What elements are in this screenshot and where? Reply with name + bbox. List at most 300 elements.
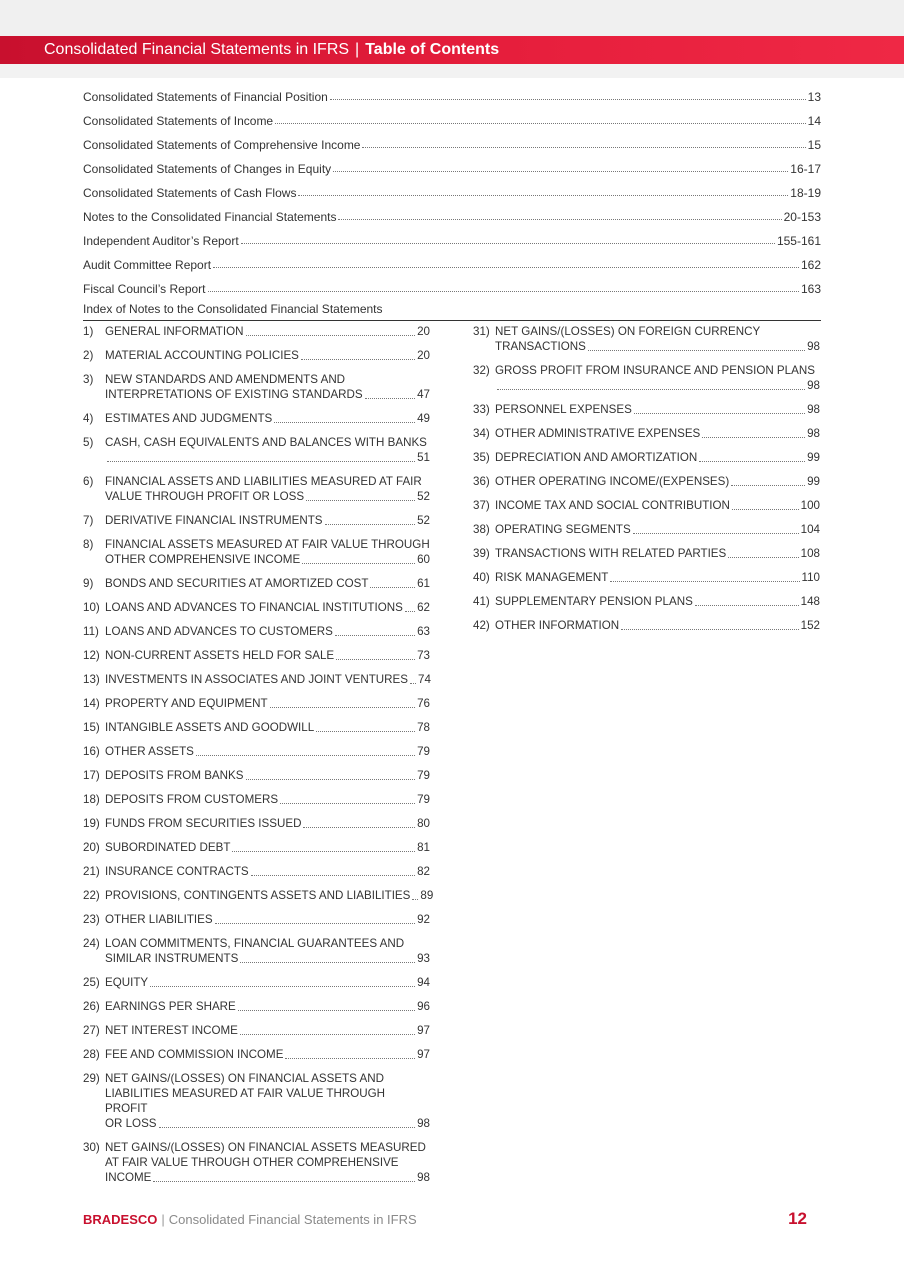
note-title-line: OTHER ASSETS (105, 745, 194, 758)
note-title-line: NET GAINS/(LOSSES) ON FOREIGN CURRENCY (495, 325, 761, 338)
note-entry[interactable] (83, 537, 430, 567)
note-title-line: FINANCIAL ASSETS AND LIABILITIES MEASURED AT FAIR (105, 475, 422, 488)
note-entry[interactable] (83, 435, 430, 465)
note-page: 98 (807, 427, 820, 440)
dot-leader (336, 659, 415, 660)
dot-leader (702, 437, 805, 438)
note-title-last-line (105, 999, 430, 1014)
note-title-line: EARNINGS PER SHARE (105, 1000, 236, 1013)
note-page: 20 (417, 325, 430, 338)
note-title-line: NET GAINS/(LOSSES) ON FINANCIAL ASSETS AND (105, 1072, 384, 1085)
dot-leader (280, 803, 415, 804)
note-page: 110 (801, 571, 820, 584)
dot-leader (497, 389, 805, 390)
note-title-line: DERIVATIVE FINANCIAL INSTRUMENTS (105, 514, 323, 527)
note-page: 79 (417, 769, 430, 782)
note-number: 4) (83, 412, 94, 425)
note-title-last-line (105, 912, 430, 927)
note-title (495, 402, 820, 417)
note-page: 98 (807, 379, 820, 392)
note-title-last-line (105, 513, 430, 528)
note-title (495, 546, 820, 561)
note-title-last-line (105, 450, 430, 465)
note-title-line: DEPRECIATION AND AMORTIZATION (495, 451, 698, 464)
note-title-line: DEPOSITS FROM CUSTOMERS (105, 793, 279, 806)
note-title (105, 816, 430, 831)
note-entry[interactable] (83, 411, 430, 426)
note-page: 98 (807, 403, 820, 416)
dot-leader (153, 1181, 415, 1182)
note-number: 3) (83, 373, 94, 386)
dot-leader (241, 243, 775, 244)
toc-entry[interactable] (83, 272, 821, 296)
note-title (105, 348, 430, 363)
note-entry[interactable] (83, 768, 430, 783)
note-entry[interactable] (473, 522, 820, 537)
footer-title: Consolidated Financial Statements in IFRS (168, 1212, 417, 1227)
note-number: 37) (473, 499, 490, 512)
note-title-line: PROVISIONS, CONTINGENTS ASSETS AND LIABILITIES (105, 889, 411, 902)
note-title-line: NET GAINS/(LOSSES) ON FINANCIAL ASSETS MEASURED (105, 1141, 426, 1154)
note-page: 76 (417, 697, 430, 710)
note-number: 34) (473, 427, 490, 440)
note-entry[interactable] (83, 1047, 430, 1062)
dot-leader (410, 683, 416, 684)
note-title-line: INVESTMENTS IN ASSOCIATES AND JOINT VENTURES (105, 673, 408, 686)
note-entry[interactable] (83, 624, 430, 639)
note-entry[interactable] (83, 1023, 430, 1038)
note-title (495, 498, 820, 513)
note-entry[interactable] (83, 348, 430, 363)
note-title-line: INCOME TAX AND SOCIAL CONTRIBUTION (495, 499, 730, 512)
toc-entry-label: Consolidated Statements of Comprehensive Income (83, 138, 361, 152)
notes-index-heading: Index of Notes to the Consolidated Financial Statements (83, 298, 821, 321)
note-entry[interactable] (83, 720, 430, 735)
note-entry[interactable] (83, 324, 430, 339)
header-shadow (0, 64, 904, 78)
note-title-last-line (105, 324, 430, 339)
note-title (105, 537, 430, 567)
note-page: 99 (807, 451, 820, 464)
note-title (105, 768, 430, 783)
note-entry[interactable] (83, 372, 430, 402)
note-title (105, 411, 430, 426)
note-entry[interactable] (83, 864, 430, 879)
note-number: 1) (83, 325, 94, 338)
note-number: 25) (83, 976, 100, 989)
note-entry[interactable] (83, 999, 430, 1014)
dot-leader (333, 171, 788, 172)
note-title-last-line (495, 570, 820, 585)
dot-leader (588, 350, 805, 351)
header-bar (0, 36, 904, 64)
note-title-last-line (105, 744, 430, 759)
note-number: 38) (473, 523, 490, 536)
note-title-last-line (105, 816, 430, 831)
note-title (495, 363, 820, 393)
note-page: 49 (417, 412, 430, 425)
note-title (105, 744, 430, 759)
note-page: 94 (417, 976, 430, 989)
note-page: 152 (800, 619, 820, 632)
note-number: 36) (473, 475, 490, 488)
note-title-last-line (495, 474, 820, 489)
note-entry[interactable] (473, 363, 820, 393)
note-title-last-line (105, 648, 430, 663)
note-title-last-line (495, 339, 820, 354)
dot-leader (232, 851, 415, 852)
dot-leader (303, 827, 415, 828)
toc-list (83, 80, 821, 296)
note-title-last-line (105, 624, 430, 639)
note-title (105, 474, 430, 504)
note-title-line: OTHER OPERATING INCOME/(EXPENSES) (495, 475, 730, 488)
note-page: 73 (417, 649, 430, 662)
note-page: 81 (417, 841, 430, 854)
note-number: 27) (83, 1024, 100, 1037)
toc-entry[interactable] (83, 104, 821, 128)
note-title (105, 576, 430, 591)
note-entry[interactable] (473, 546, 820, 561)
note-entry[interactable] (83, 600, 430, 615)
toc-entry-page: 18-19 (790, 186, 821, 200)
note-title-last-line (105, 1023, 430, 1038)
note-title-last-line (495, 498, 820, 513)
note-page: 89 (420, 889, 434, 902)
note-title-line: DEPOSITS FROM BANKS (105, 769, 244, 782)
toc-entry-label: Consolidated Statements of Cash Flows (83, 186, 297, 200)
note-title (105, 1047, 430, 1062)
toc-entry-label: Audit Committee Report (83, 258, 212, 272)
note-title (105, 648, 430, 663)
note-entry[interactable] (83, 744, 430, 759)
note-title-line: TRANSACTIONS WITH RELATED PARTIES (495, 547, 727, 560)
note-entry[interactable] (473, 570, 820, 585)
toc-entry[interactable] (83, 128, 821, 152)
note-entry[interactable] (473, 594, 820, 609)
note-number: 26) (83, 1000, 100, 1013)
dot-leader (275, 123, 806, 124)
note-entry[interactable] (83, 576, 430, 591)
note-title-last-line (105, 840, 430, 855)
note-title (105, 600, 430, 615)
note-title (495, 426, 820, 441)
note-page: 20 (417, 349, 430, 362)
note-title-last-line (105, 696, 430, 711)
note-number: 21) (83, 865, 100, 878)
note-number: 41) (473, 595, 490, 608)
dot-leader (107, 461, 415, 462)
note-entry[interactable] (473, 324, 820, 354)
note-title (105, 672, 431, 687)
toc-entry-page: 20-153 (783, 210, 821, 224)
note-page: 80 (417, 817, 430, 830)
dot-leader (306, 500, 415, 501)
note-title-line: FEE AND COMMISSION INCOME (105, 1048, 284, 1061)
note-title-line: FINANCIAL ASSETS MEASURED AT FAIR VALUE THROUGH (105, 538, 430, 551)
note-page: 62 (417, 601, 430, 614)
note-title (105, 999, 430, 1014)
note-number: 9) (83, 577, 94, 590)
note-title-line: SUBORDINATED DEBT (105, 841, 231, 854)
note-number: 30) (83, 1141, 100, 1154)
toc-entry-label: Consolidated Statements of Financial Position (83, 90, 328, 104)
note-page: 92 (417, 913, 430, 926)
note-title-line: OTHER COMPREHENSIVE INCOME (105, 553, 301, 566)
note-title-line: VALUE THROUGH PROFIT OR LOSS (105, 490, 305, 503)
dot-leader (215, 923, 416, 924)
note-entry[interactable] (473, 618, 820, 633)
note-number: 33) (473, 403, 490, 416)
toc-entry-page: 14 (807, 114, 821, 128)
note-title-line: PROPERTY AND EQUIPMENT (105, 697, 268, 710)
note-page: 79 (417, 793, 430, 806)
note-title-last-line (105, 552, 430, 567)
note-title-line: NON-CURRENT ASSETS HELD FOR SALE (105, 649, 335, 662)
note-number: 29) (83, 1072, 100, 1085)
toc-entry[interactable] (83, 80, 821, 104)
note-entry[interactable] (83, 672, 430, 687)
note-page: 79 (417, 745, 430, 758)
toc-entry-page: 16-17 (790, 162, 821, 176)
note-title (495, 522, 820, 537)
note-title (105, 888, 433, 903)
note-title (105, 1023, 430, 1038)
note-title-line: LOANS AND ADVANCES TO FINANCIAL INSTITUTIONS (105, 601, 403, 614)
note-number: 14) (83, 697, 100, 710)
note-entry[interactable] (83, 936, 430, 966)
dot-leader (302, 563, 415, 564)
footer (83, 1209, 807, 1232)
note-title (495, 450, 820, 465)
note-page: 82 (417, 865, 430, 878)
note-title-line: AT FAIR VALUE THROUGH OTHER COMPREHENSIVE (105, 1156, 399, 1169)
note-title-last-line (105, 792, 430, 807)
note-page: 104 (800, 523, 820, 536)
note-number: 5) (83, 436, 94, 449)
toc-entry-page: 13 (807, 90, 821, 104)
note-title-last-line (105, 600, 430, 615)
note-entry[interactable] (83, 975, 430, 990)
dot-leader (370, 587, 415, 588)
note-page: 52 (417, 490, 430, 503)
note-page: 97 (417, 1048, 430, 1061)
note-number: 7) (83, 514, 94, 527)
note-page: 98 (417, 1171, 430, 1184)
dot-leader (150, 986, 415, 987)
note-number: 13) (83, 673, 100, 686)
note-title-line: BONDS AND SECURITIES AT AMORTIZED COST (105, 577, 369, 590)
note-title-line: OR LOSS (105, 1117, 157, 1130)
dot-leader (330, 99, 806, 100)
dot-leader (695, 605, 799, 606)
note-title-last-line (105, 720, 430, 735)
note-title-last-line (495, 522, 820, 537)
note-entry[interactable] (83, 888, 434, 903)
note-number: 31) (473, 325, 490, 338)
dot-leader (335, 635, 415, 636)
note-page: 74 (418, 673, 431, 686)
dot-leader (405, 611, 415, 612)
dot-leader (301, 359, 415, 360)
note-title-line: NET INTEREST INCOME (105, 1024, 238, 1037)
note-title (105, 840, 430, 855)
note-title-last-line (105, 489, 430, 504)
note-title (105, 696, 430, 711)
note-title-line: GROSS PROFIT FROM INSURANCE AND PENSION PLANS (495, 364, 815, 377)
note-title-last-line (495, 426, 820, 441)
note-entry[interactable] (83, 912, 430, 927)
note-page: 100 (800, 499, 820, 512)
note-title-line: SIMILAR INSTRUMENTS (105, 952, 239, 965)
note-entry[interactable] (83, 513, 430, 528)
note-number: 15) (83, 721, 100, 734)
note-title-last-line (105, 411, 430, 426)
note-title-last-line (105, 864, 430, 879)
note-title-last-line (105, 387, 430, 402)
header-section: Consolidated Financial Statements in IFRS (44, 41, 350, 58)
note-title-line: OTHER INFORMATION (495, 619, 620, 632)
note-number: 18) (83, 793, 100, 806)
dot-leader (213, 267, 799, 268)
dot-leader (325, 524, 416, 525)
note-number: 23) (83, 913, 100, 926)
dot-leader (621, 629, 799, 630)
note-entry[interactable] (83, 816, 430, 831)
dot-leader (634, 413, 805, 414)
note-title-line: ESTIMATES AND JUDGMENTS (105, 412, 273, 425)
note-page: 78 (417, 721, 430, 734)
note-number: 28) (83, 1048, 100, 1061)
note-page: 93 (417, 952, 430, 965)
note-title-line: LIABILITIES MEASURED AT FAIR VALUE THROUGH PROFIT (105, 1087, 386, 1115)
note-title-line: INTANGIBLE ASSETS AND GOODWILL (105, 721, 315, 734)
toc-entry[interactable] (83, 176, 821, 200)
note-title (105, 720, 430, 735)
note-title-line: RISK MANAGEMENT (495, 571, 609, 584)
note-number: 20) (83, 841, 100, 854)
note-entry[interactable] (473, 450, 820, 465)
dot-leader (365, 398, 415, 399)
note-title-line: LOANS AND ADVANCES TO CUSTOMERS (105, 625, 333, 638)
note-entry[interactable] (473, 402, 820, 417)
dot-leader (274, 422, 415, 423)
note-title-line: NEW STANDARDS AND AMENDMENTS AND (105, 373, 346, 386)
note-number: 39) (473, 547, 490, 560)
toc-entry-label: Fiscal Council’s Report (83, 282, 206, 296)
note-title-last-line (495, 402, 820, 417)
dot-leader (633, 533, 799, 534)
dot-leader (610, 581, 799, 582)
note-number: 35) (473, 451, 490, 464)
note-entry[interactable] (83, 696, 430, 711)
dot-leader (246, 335, 416, 336)
note-title (105, 936, 430, 966)
note-number: 40) (473, 571, 490, 584)
note-number: 17) (83, 769, 100, 782)
note-title (495, 474, 820, 489)
note-title-last-line (495, 450, 820, 465)
dot-leader (159, 1127, 416, 1128)
note-title-line: PERSONNEL EXPENSES (495, 403, 632, 416)
dot-leader (298, 195, 788, 196)
note-title (105, 435, 430, 465)
note-entry[interactable] (83, 648, 430, 663)
note-number: 19) (83, 817, 100, 830)
notes-column-left (83, 324, 434, 1194)
dot-leader (412, 899, 418, 900)
note-entry[interactable] (83, 840, 430, 855)
note-entry[interactable] (83, 1140, 430, 1185)
note-title-line: INCOME (105, 1171, 152, 1184)
note-page: 60 (417, 553, 430, 566)
note-title-last-line (105, 1116, 430, 1131)
dot-leader (246, 779, 416, 780)
note-page: 96 (417, 1000, 430, 1013)
toc-entry-page: 15 (807, 138, 821, 152)
note-title (105, 864, 430, 879)
note-title-last-line (105, 1047, 430, 1062)
note-title-line: FUNDS FROM SECURITIES ISSUED (105, 817, 302, 830)
dot-leader (732, 509, 799, 510)
note-title (105, 975, 430, 990)
note-title-last-line (105, 348, 430, 363)
toc-entry[interactable] (83, 152, 821, 176)
note-number: 22) (83, 889, 100, 902)
note-entry[interactable] (83, 792, 430, 807)
note-title-last-line (105, 888, 433, 903)
note-title (105, 912, 430, 927)
toc-entry-label: Notes to the Consolidated Financial Statements (83, 210, 337, 224)
toc-entry[interactable] (83, 248, 821, 272)
toc-entry-label: Consolidated Statements of Changes in Equity (83, 162, 332, 176)
note-title-line: OPERATING SEGMENTS (495, 523, 631, 536)
note-title (105, 513, 430, 528)
dot-leader (699, 461, 805, 462)
top-band (0, 0, 904, 36)
dot-leader (240, 962, 415, 963)
note-title-last-line (495, 378, 820, 393)
note-number: 8) (83, 538, 94, 551)
note-entry[interactable] (83, 1071, 430, 1131)
toc-entry-label: Consolidated Statements of Income (83, 114, 274, 128)
note-entry[interactable] (473, 426, 820, 441)
dot-leader (251, 875, 415, 876)
dot-leader (731, 485, 805, 486)
note-title (495, 618, 820, 633)
toc-entry[interactable] (83, 200, 821, 224)
note-entry[interactable] (83, 474, 430, 504)
dot-leader (728, 557, 798, 558)
toc-entry-page: 155-161 (776, 234, 821, 248)
note-page: 47 (417, 388, 430, 401)
note-title (105, 1140, 430, 1185)
toc-entry[interactable] (83, 224, 821, 248)
notes-column-right (473, 324, 820, 642)
note-entry[interactable] (473, 474, 820, 489)
toc-entry-label: Independent Auditor’s Report (83, 234, 239, 248)
note-title-last-line (105, 951, 430, 966)
footer-brand: BRADESCO (83, 1212, 158, 1227)
table-of-contents (83, 80, 821, 321)
note-page: 98 (807, 340, 820, 353)
note-title-last-line (105, 768, 430, 783)
note-number: 6) (83, 475, 94, 488)
dot-leader (316, 731, 415, 732)
note-title-last-line (105, 672, 431, 687)
note-title (105, 372, 430, 402)
note-entry[interactable] (473, 498, 820, 513)
